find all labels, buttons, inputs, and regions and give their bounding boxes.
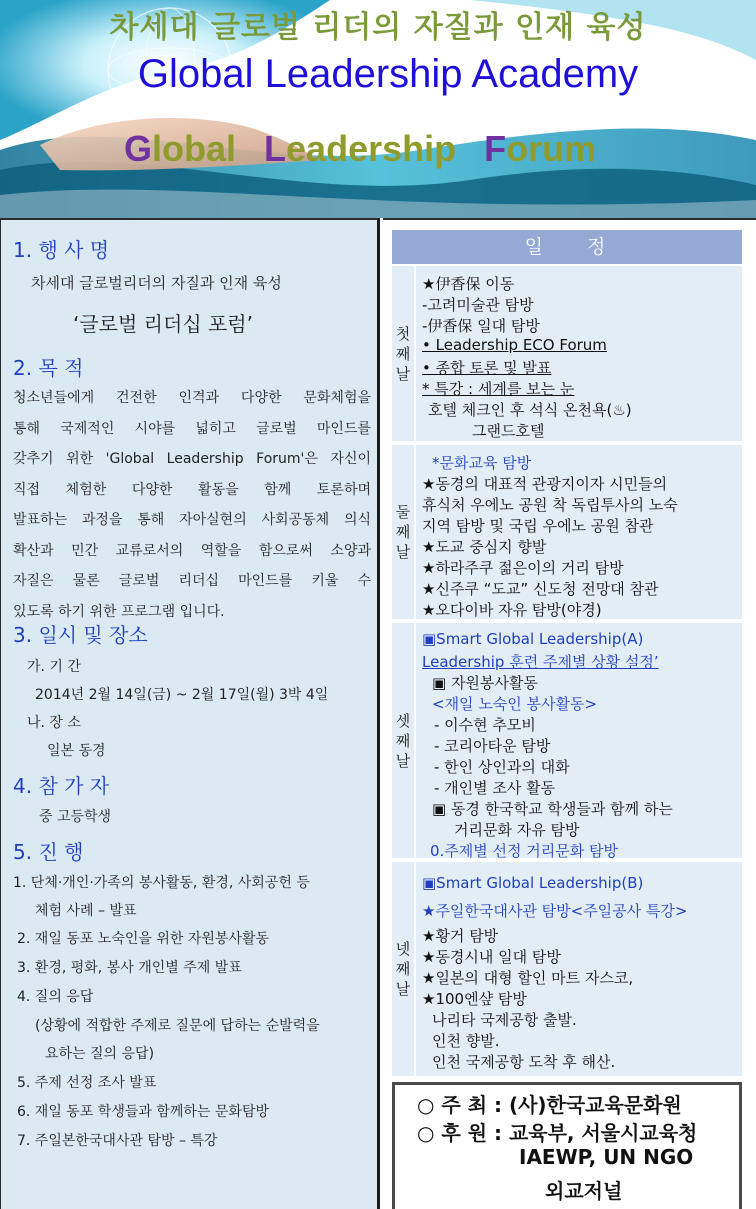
day-label-char: 날 [395, 543, 411, 561]
progress-item: 1. 단체·개인·가족의 봉사활동, 환경, 사회공헌 등 [13, 875, 310, 891]
organizer-sponsor-3: 외교저널 [545, 1179, 623, 1203]
schedule-item: <재일 노숙인 봉사활동> [432, 695, 598, 713]
purpose-line: 통해 국제적인 시야를 넓히고 글로벌 마인드를 [13, 420, 371, 437]
event-name: 차세대 글로벌리더의 자질과 인재 육성 [31, 274, 282, 292]
schedule-item: 인천 국제공항 도착 후 해산. [432, 1053, 616, 1071]
day-label-char: 첫 [395, 324, 411, 343]
organizer-sponsor-2: IAEWP, UN NGO [519, 1145, 694, 1169]
day-1-label [392, 266, 416, 441]
schedule-item: ▣Smart Global Leadership(B) [422, 874, 644, 892]
schedule-item: ★오다이바 자유 탐방(야경) [422, 601, 602, 619]
schedule-item: -고려미술관 탐방 [422, 296, 534, 314]
purpose-paragraph [13, 383, 371, 627]
korean-title: 차세대 글로벌 리더의 자질과 인재 육성 [109, 10, 647, 45]
schedule-item: ★신주쿠 “도교” 신도청 전망대 참관 [422, 580, 659, 598]
purpose-line: 확산과 민간 교류로서의 역할을 함으로써 소양과 [13, 542, 371, 559]
schedule-item: - 이수현 추모비 [434, 716, 536, 734]
day-4-label [392, 862, 416, 1076]
schedule-item: ★하라주쿠 젊은이의 거리 탐방 [422, 559, 624, 577]
progress-item: 요하는 질의 응답) [45, 1046, 155, 1062]
schedule-item: ★일본의 대형 할인 마트 자스코, [422, 969, 634, 987]
purpose-line: 발표하는 과정을 통해 자아실현의 사회공동체 의식 [13, 512, 371, 528]
forum-word1-rest: lobal [152, 128, 237, 169]
participants-value: 중 고등학생 [39, 809, 112, 825]
purpose-line: 갖추기 위한 'Global Leadership Forum'은 자신이 [13, 451, 371, 467]
schedule-item: ▣ 자원봉사활동 [432, 674, 538, 692]
section-purpose-heading: 2. 목 적 [13, 356, 84, 380]
purpose-line: 있도록 하기 위한 프로그램 입니다. [13, 603, 225, 620]
day-label-char: 셋 [395, 711, 411, 730]
progress-item: 2. 재일 동포 노숙인을 위한 자원봉사활동 [17, 931, 269, 947]
schedule-item: • Leadership ECO Forum [422, 336, 607, 354]
day-label-char: 째 [395, 731, 411, 750]
schedule-item: ★황거 탐방 [422, 927, 499, 945]
progress-item: 5. 주제 선정 조사 발표 [17, 1075, 157, 1091]
day-label-char: 째 [395, 960, 411, 978]
schedule-item: -伊香保 일대 탐방 [422, 317, 540, 335]
progress-item: 체험 사례 – 발표 [35, 903, 137, 919]
forum-word2-cap: L [264, 128, 287, 169]
purpose-line: 청소년들에게 건전한 인격과 다양한 문화체험을 [13, 390, 371, 406]
schedule-item: 0.주제별 선정 거리문화 탐방 [430, 842, 619, 860]
place-label: 나. 장 소 [27, 715, 81, 731]
schedule-item: ★동경시내 일대 탐방 [422, 948, 561, 966]
schedule-item: 거리문화 자유 탐방 [454, 821, 580, 839]
schedule-item: *문화교육 탐방 [432, 454, 532, 472]
schedule-item: ▣ 동경 한국학교 학생들과 함께 하는 [432, 800, 673, 818]
schedule-item: ★伊香保 이동 [422, 275, 515, 293]
schedule-item: 그랜드호텔 [472, 422, 545, 440]
section-schedule-heading: 3. 일시 및 장소 [13, 623, 148, 647]
schedule-day-4 [392, 862, 742, 1078]
schedule-item: ▣Smart Global Leadership(A) [422, 630, 644, 648]
schedule-header: 일정 [392, 230, 742, 264]
schedule-item: ★100엔샾 탐방 [422, 990, 527, 1008]
schedule-item: - 개인별 조사 활동 [434, 779, 556, 797]
schedule-item: ★동경의 대표적 관광지이자 시민들의 [422, 475, 668, 493]
period-value: 2014년 2월 14일(금) ~ 2월 17일(월) 3박 4일 [35, 687, 329, 703]
schedule-item: - 한인 상인과의 대화 [434, 758, 570, 776]
schedule-item: ★주일한국대사관 탐방<주일공사 특강> [422, 902, 688, 920]
day-2-label [392, 445, 416, 619]
purpose-line: 직접 체험한 다양한 활동을 함께 토론하며 [13, 481, 371, 498]
day-label-char: 째 [395, 344, 411, 363]
schedule-item: ★도교 중심지 향발 [422, 538, 547, 556]
academy-title: Global Leadership Academy [137, 52, 639, 96]
header-banner [0, 0, 756, 218]
day-label-char: 둘 [395, 503, 411, 521]
forum-word3-rest: orum [506, 128, 597, 169]
schedule-item: * 특강 : 세계를 보는 눈 [422, 380, 575, 398]
forum-word2-rest: eadership [286, 128, 457, 169]
progress-item: 7. 주일본한국대사관 탐방 – 특강 [17, 1133, 218, 1149]
event-forum-name: ‘글로벌 리더십 포럼’ [73, 312, 253, 336]
forum-word1-cap: G [124, 128, 153, 169]
event-overview-panel [0, 218, 380, 1209]
forum-word3-cap: F [484, 128, 507, 169]
section-event-name-heading: 1. 행 사 명 [13, 238, 110, 262]
day-3-label [392, 623, 416, 858]
organizer-host: ○ 주 최 : (사)한국교육문화원 [417, 1093, 682, 1117]
place-value: 일본 동경 [47, 743, 106, 759]
day-label-char: 날 [395, 980, 411, 998]
schedule-panel [383, 218, 756, 1209]
organizer-box [392, 1082, 742, 1209]
organizer-sponsor: ○ 후 원 : 교육부, 서울시교육청 [417, 1121, 698, 1145]
schedule-day-1 [392, 266, 742, 443]
forum-title [124, 128, 596, 170]
schedule-item: 인천 향발. [432, 1032, 500, 1050]
schedule-item: Leadership 훈련 주제별 상황 설정’ [422, 653, 659, 671]
schedule-day-3 [392, 623, 742, 860]
day-label-char: 넷 [395, 940, 411, 958]
progress-item: 6. 재일 동포 학생들과 함께하는 문화탐방 [17, 1104, 269, 1120]
schedule-item: • 종합 토론 및 발표 [422, 359, 552, 377]
schedule-item: 휴식처 우에노 공원 착 독립투사의 노숙 [422, 496, 678, 514]
schedule-item: 호텔 체크인 후 석식 온천욕(♨) [428, 401, 632, 419]
schedule-item: 나리타 국제공항 출발. [432, 1011, 577, 1029]
period-label: 가. 기 간 [27, 659, 81, 675]
schedule-item: 지역 탐방 및 국립 우에노 공원 참관 [422, 517, 654, 535]
schedule-item: - 코리아타운 탐방 [434, 737, 551, 755]
progress-item: 4. 질의 응답 [17, 989, 94, 1005]
progress-item: 3. 환경, 평화, 봉사 개인별 주제 발표 [17, 960, 242, 976]
day-label-char: 째 [395, 523, 411, 541]
day-label-char: 날 [395, 364, 411, 383]
purpose-line: 자질은 물론 글로벌 리더십 마인드를 키울 수 [13, 573, 371, 589]
day-label-char: 날 [395, 751, 411, 770]
section-progress-heading: 5. 진 행 [13, 840, 84, 864]
progress-item: (상황에 적합한 주제로 질문에 답하는 순발력을 [35, 1018, 320, 1034]
schedule-day-2 [392, 445, 742, 621]
section-participants-heading: 4. 참 가 자 [13, 774, 110, 798]
